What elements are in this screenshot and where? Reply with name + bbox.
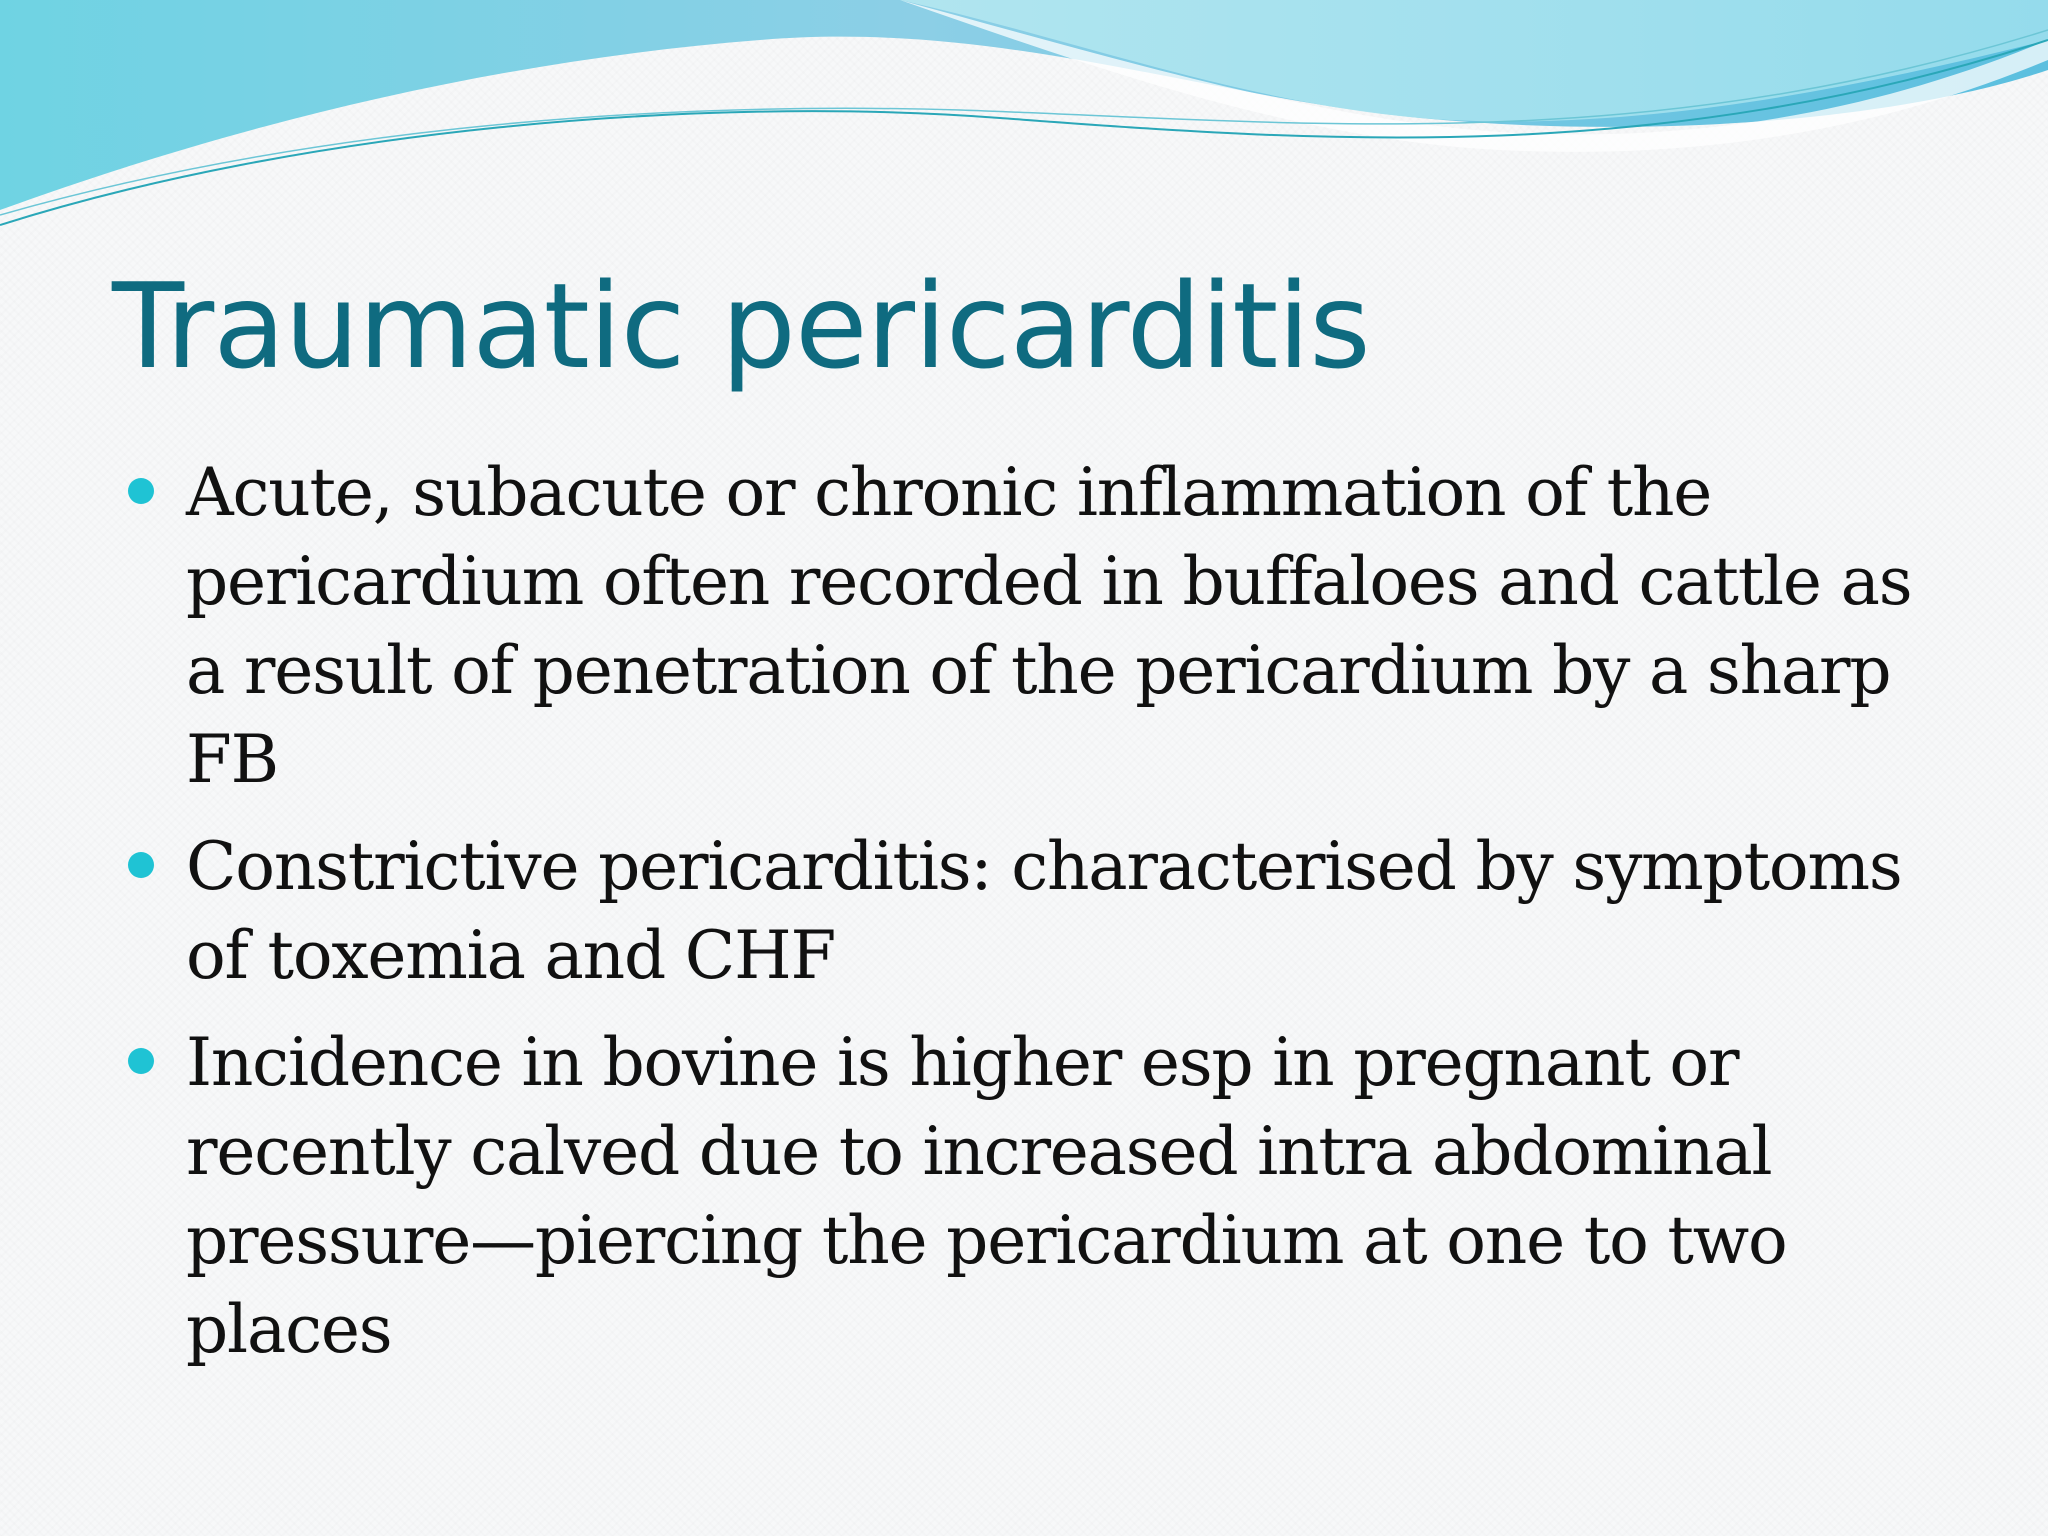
bullet-list — [128, 448, 1948, 1392]
bullet-dot-icon — [128, 1048, 154, 1074]
bullet-dot-icon — [128, 852, 154, 878]
header-wave-decoration — [0, 0, 2048, 240]
bullet-text: Incidence in bovine is higher esp in pregnant or recently calved due to increased intra abdominal pressure—piercing the pericardium at one to two places — [186, 1024, 1787, 1368]
list-item — [128, 1018, 1948, 1374]
bullet-text: Acute, subacute or chronic inflammation of the pericardium often recorded in buffaloes and cattle as a result of penetration of the pericardium by a sharp FB — [186, 454, 1912, 798]
slide-title: Traumatic pericarditis — [112, 257, 1370, 395]
bullet-dot-icon — [128, 478, 154, 504]
bullet-text: Constrictive pericarditis: characterised by symptoms of toxemia and CHF — [186, 828, 1902, 994]
list-item — [128, 448, 1948, 804]
list-item — [128, 822, 1948, 1000]
